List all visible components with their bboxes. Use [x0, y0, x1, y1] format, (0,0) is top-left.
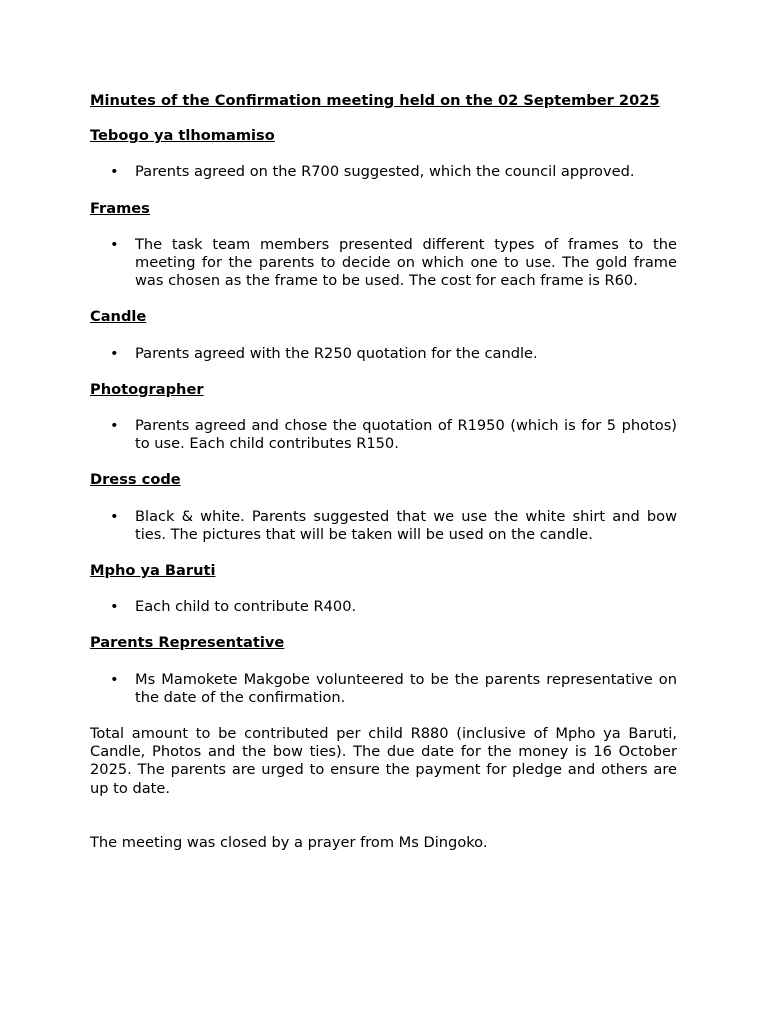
bullet-item — [90, 163, 677, 181]
bullet-icon: • — [110, 344, 119, 362]
bullet-item — [90, 508, 677, 544]
summary-paragraph: Total amount to be contributed per child R880 (inclusive of Mpho ya Baruti, Candle, Photos and the bow ties). The due date for the money is 16 October 2025. The parents are urged to ensure the payment for pledge and others are up to date. — [90, 725, 677, 797]
section-heading: Parents Representative — [90, 634, 285, 652]
bullet-icon: • — [110, 163, 119, 181]
section-frames — [90, 200, 677, 291]
bullet-list — [90, 671, 677, 707]
bullet-list — [90, 236, 677, 291]
document-page — [90, 92, 677, 852]
bullet-item — [90, 598, 677, 616]
closing-paragraph: The meeting was closed by a prayer from Ms Dingoko. — [90, 833, 488, 851]
section-heading: Candle — [90, 308, 147, 326]
bullet-icon: • — [110, 670, 119, 688]
bullet-item — [90, 417, 677, 453]
section-heading: Frames — [90, 199, 150, 217]
bullet-list — [90, 163, 677, 181]
section-tebogo — [90, 127, 677, 181]
bullet-icon: • — [110, 598, 119, 616]
bullet-item — [90, 345, 677, 363]
bullet-icon: • — [110, 507, 119, 525]
section-parents-representative — [90, 634, 677, 707]
bullet-list — [90, 417, 677, 453]
bullet-text: Parents agreed with the R250 quotation for the candle. — [135, 344, 538, 362]
bullet-list — [90, 508, 677, 544]
bullet-list — [90, 598, 677, 616]
bullet-text: Ms Mamokete Makgobe volunteered to be the parents representative on the date of the confirmation. — [135, 670, 677, 706]
section-candle — [90, 308, 677, 362]
section-heading: Tebogo ya tlhomamiso — [90, 127, 275, 145]
bullet-text: Parents agreed and chose the quotation of R1950 (which is for 5 photos) to use. Each child contributes R150. — [135, 417, 677, 453]
bullet-icon: • — [110, 417, 119, 435]
section-photographer — [90, 381, 677, 454]
bullet-icon: • — [110, 235, 119, 253]
document-title: Minutes of the Confirmation meeting held on the 02 September 2025 — [90, 92, 660, 109]
section-dress-code — [90, 471, 677, 544]
bullet-text: The task team members presented different types of frames to the meeting for the parents to decide on which one to use. The gold frame was chosen as the frame to be used. The cost for each frame is R60. — [135, 235, 677, 290]
bullet-item — [90, 236, 677, 291]
section-heading: Mpho ya Baruti — [90, 562, 216, 580]
bullet-text: Each child to contribute R400. — [135, 598, 357, 616]
bullet-text: Black & white. Parents suggested that we use the white shirt and bow ties. The pictures that will be taken will be used on the candle. — [135, 507, 677, 543]
bullet-list — [90, 345, 677, 363]
section-heading: Dress code — [90, 471, 181, 489]
bullet-text: Parents agreed on the R700 suggested, which the council approved. — [135, 163, 635, 181]
section-heading: Photographer — [90, 380, 204, 398]
bullet-item — [90, 671, 677, 707]
section-mpho-ya-baruti — [90, 562, 677, 616]
